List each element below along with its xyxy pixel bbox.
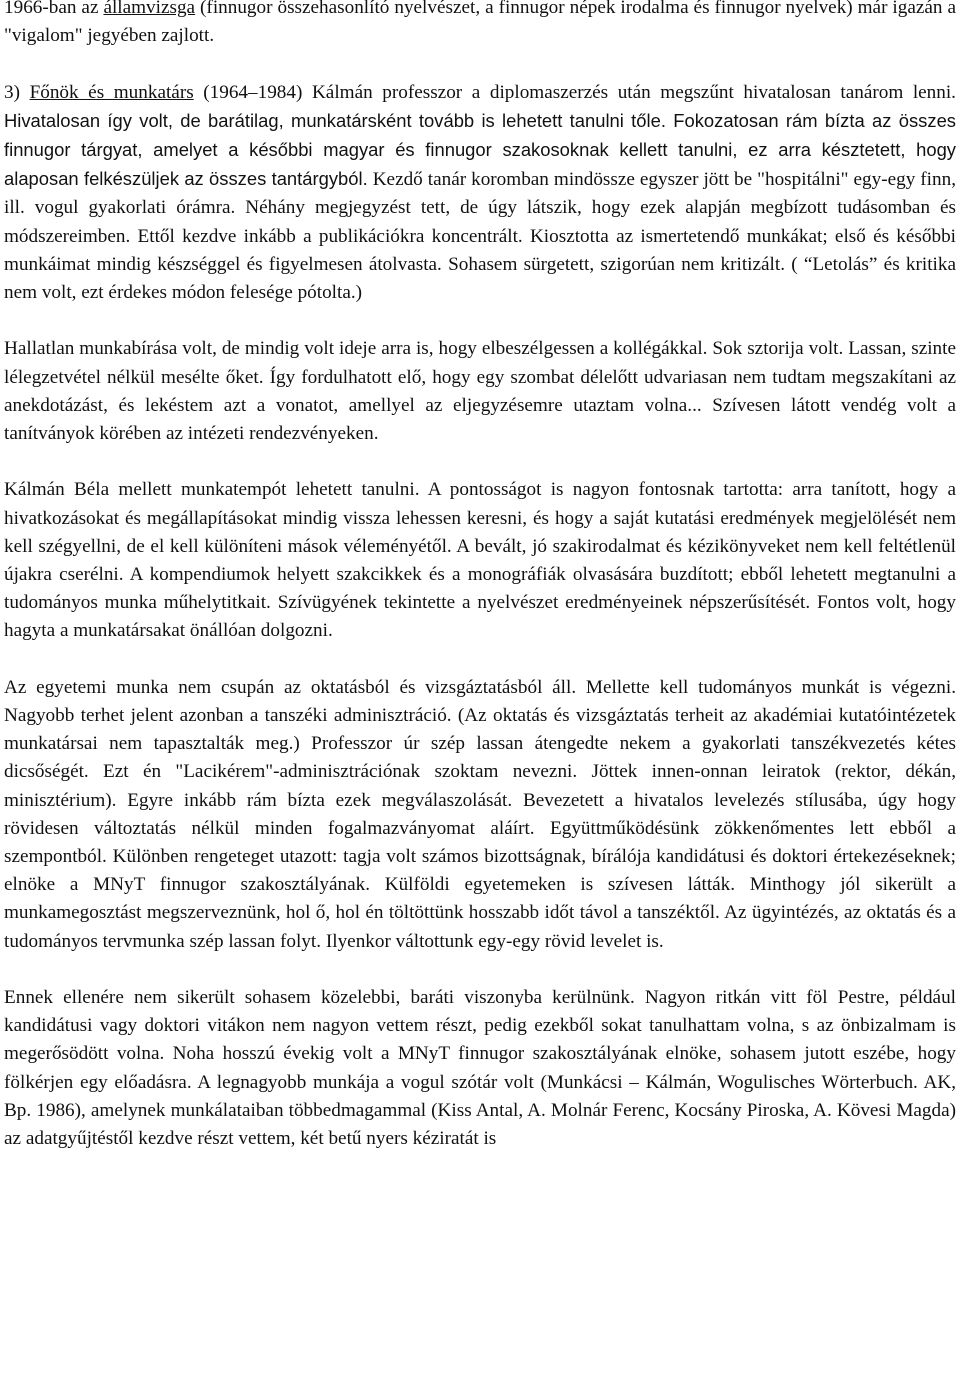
text-segment: Kezdő tanár koromban mindössze egyszer jött be "hospitálni" egy-egy finn, ill. vogul gyakorlati órámra. Néhány megjegyzést tett, de úgy látszik, hogy ezek alapján megbízott tudásomban és módszereimben. Ettől kezdve inkább a publikációkra koncentrált. Kiosztotta az ismertetendő munkákat; első és későbbi munkáimat mindig készséggel és figyelmesen átolvasta. Sohasem sürgetett, szigorúan nem kritizált. ( “Letolás” és kritika nem volt, ezt érdekes módon felesége pótolta.) [4,169,956,304]
text-segment: 3) [4,81,30,103]
text-segment: (1964–1984) Kálmán professzor a diplomaszerzés után megszűnt hivatalosan tanárom lenni. [193,81,956,103]
paragraph-1 [4,0,956,50]
text-segment: Ennek ellenére nem sikerült sohasem közelebbi, baráti viszonyba kerülnünk. Nagyon ritkán vitt föl Pestre, például kandidátusi vagy doktori vitákon nem nagyon vettem részt, pedig ezekből sokat tanulhattam volna, s az önbizalmam is megerősödött volna. Noha hosszú évekig volt a MNyT finnugor szakosztályának elnöke, sohasem jutott eszébe, hogy fölkérjen egy előadásra. A legnagyobb munkája a vogul szótár volt (Munkácsi – Kálmán, Wogulisches Wörterbuch. AK, Bp. 1986), amelynek munkálataiban többedmagammal (Kiss Antal, A. Molnár Ferenc, Kocsány Piroska, A. Kövesi Magda) az adatgyűjtéstől kezdve részt vettem, két betű nyers kéziratát is [4,987,956,1150]
paragraph-2 [4,79,956,308]
text-segment: Hallatlan munkabírása volt, de mindig volt ideje arra is, hogy elbeszélgessen a kollégákkal. Sok sztorija volt. Lassan, szinte lélegzetvétel nélkül mesélte őket. Így fordulhatott elő, hogy egy szombat délelőtt udvariasan nem tudtam megszakítani az anekdotázást, és lekéstem azt a vonatot, amellyel az eljegyzésemre utaztam volna... Szívesen látott vendég volt a tanítványok körében az intézeti rendezvényeken. [4,338,956,445]
paragraph-5 [4,674,956,956]
text-segment: Kálmán Béla mellett munkatempót lehetett tanulni. A pontosságot is nagyon fontosnak tartotta: arra tanított, hogy a hivatkozásokat és megállapításokat mindig vissza lehessen keresni, és hogy a saját kutatási eredmények megjelölését nem kell szégyellni, de el kell különíteni mások véleményétől. A bevált, jó szakirodalmat és kézikönyveket nem kell feltétlenül újakra cserélni. A kompendiumok helyett szakcikkek és a monográfiák olvasására buzdított; ebből lehetett megtanulni a tudományos munka műhelytitkait. Szívügyének tekintette a nyelvészet eredményeinek népszerűsítését. Fontos volt, hogy hagyta a munkatársakat önállóan dolgozni. [4,479,956,642]
paragraph-3 [4,335,956,448]
text-segment: Az egyetemi munka nem csupán az oktatásból és vizsgáztatásból áll. Mellette kell tudományos munkát is végezni. Nagyobb terhet jelent azonban a tanszéki adminisztráció. (Az oktatás és vizsgáztatás terheit az akadémiai kutatóintézetek munkatársai nem tapasztalták meg.) Professzor úr szép lassan átengedte nekem a gyakorlati tanszékvezetés kétes dicsőségét. Ezt én "Lacikérem"-adminisztrációnak szoktam nevezni. Jöttek innen-onnan leiratok (rektor, dékán, minisztérium). Egyre inkább rám bízta ezek megválaszolását. Bevezetett a hivatalos levelezés stílusába, úgy hogy rövidesen változtatás nélkül minden fogalmazványomat aláírt. Együttműködésünk zökkenőmentes lett ebből a szempontból. Különben rengeteget utazott: tagja volt számos bizottságnak, bírálója kandidátusi és doktori értekezéseknek; elnöke a MNyT finnugor szakosztályának. Külföldi egyetemeken is szívesen látták. Minthogy jól sikerült a munkamegosztást megszerveznünk, hol ő, hol én töltöttünk hosszabb időt távol a tanszéktől. Az ügyintézés, az oktatás és a tudományos tervmunka szép lassan folyt. Ilyenkor váltottunk egy-egy rövid levelet is. [4,676,956,952]
underlined-term: államvizsga [103,0,196,18]
document-page [4,0,956,1181]
paragraph-4 [4,476,956,645]
underlined-heading: Főnök és munkatárs [29,81,194,103]
sans-text-segment: Hivatalosan így volt, de barátilag, munkatársként tovább is lehetett tanulni tőle. Fokozatosan rám bízta az összes finnugor tárgyat, amelyet a későbbi magyar és finnugor szakosoknak kellett tanulni, ez arra késztetett, hogy alaposan felkészüljek az összes tantárgyból. [4,109,956,190]
text-segment: 1966-ban az [4,0,104,18]
text-segment: (finnugor összehasonlító nyelvészet, a finnugor népek irodalma és finnugor nyelvek) már igazán a "vigalom" jegyében zajlott. [4,0,956,47]
paragraph-6 [4,984,956,1153]
